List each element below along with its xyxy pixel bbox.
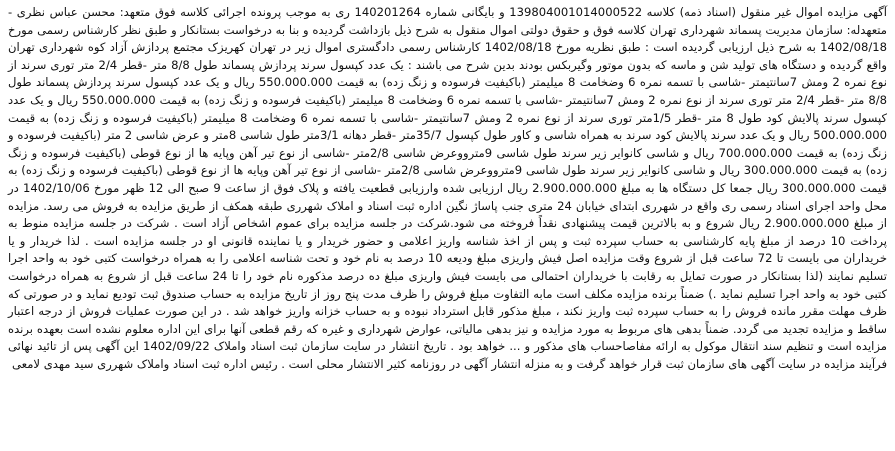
- auction-notice-text: آگهی مزایده اموال غیر منقول (اسناد ذمه) کلاسه 139804001014000522 و بایگانی شماره 140201264 ری به موجب پرونده اجرائی کلاسه فوق متعهد: محسن عباس نظری - متعهدله: سازمان مدیریت پسماند شهرداری تهران کلاسه فوق و حقوق دولتی اموال منقول به شرح ذیل بازداشت گردیده و بنا به درخواست بستانکار و طبق نظر کارشناس رسمی مورخ 1402/08/18 به شرح ذیل ارزیابی گردیده است : طبق نظریه مورخ 1402/08/18 کارشناس رسمی دادگستری اموال زیر در تهران کهریزک مجتمع پردازش آزاد کوه شهرداری تهران واقع گردیده و دستگاه های تولید شن و ماسه که بدون موتور وگیربکس بودند بدین شرح می باشند : یک عدد کپسول سرند پردازش پسماند طول 8/8 متر -قطر 2/4 متر توری سرند از نوع نمره 2 ومش 7سانتیمتر -شاسی با تسمه نمره 6 وضخامت 8 میلیمتر (باکیفیت فرسوده و زنگ زده) به قیمت 550.000.000 ریال و یک عدد کپسول سرند پردازش پسماند طول 8/8 متر -قطر 2/4 متر توری سرند از نوع نمره 2 ومش 7سانتیمتر -شاسی با تسمه نمره 6 وضخامت 8 میلیمتر (باکیفیت فرسوده و زنگ زده) به قیمت 550.000.000 ریال و یک عدد کپسول سرند پالایش کود طول 8 متر -قطر 1/5متر توری سرند از نوع نمره 2 ومش 7سانتیمتر -شاسی با تسمه نمره 6 وضخامت 8 میلیمتر (باکیفیت فرسوده و زنگ زده) به قیمت 500.000.000 ریال و یک عدد سرند پالایش کود سرند به همراه شاسی و کاور طول کپسول 35/7متر -قطر دهانه 3/1متر طول شاسی 8متر و عرض شاسی 2 متر (باکیفیت فرسوده و زنگ زده) به قیمت 700.000.000 ریال و شاسی کانوایر زیر سرند طول شاسی 9مترووعرض شاسی 2/8متر -شاسی از نوع تیر آهن وپایه ها از نوع قوطی (باکیفیت فرسوده و زنگ زده) به قیمت 300.000.000 ریال و شاسی کانوایر زیر سرند طول شاسی 9مترووعرض شاسی 2/8متر -شاسی از نوع تیر آهن وپایه ها از نوع قوطی (باکیفیت فرسوده و زنگ زده) به قیمت 300.000.000 ریال جمعا کل دستگاه ها به مبلغ 2.900.000.000 ریال ارزیابی شده وارزیابی قطعیت یافته و پلاک فوق از ساعت 9 صبح الی 12 ظهر مورخ 1402/10/06 در محل واحد اجرای اسناد رسمی ری واقع در شهرری ابتدای خیابان 24 متری جنب پاساژ نگین اداره ثبت اسناد و املاک شهرری طبقه همکف از طریق مزایده به فروش می رسد. مزایده از مبلغ 2.900.000.000 ریال شروع و به بالاترین قیمت پیشنهادی نقداً فروخته می شود.شرکت در جلسه مزایده برای عموم اشخاص آزاد است . شرکت در جلسه مزایده منوط به پرداخت 10 درصد از مبلغ پایه کارشناسی به حساب سپرده ثبت و پس از اخذ شناسه واریز اعلامی و حضور خریدار و یا نماینده قانونی او در جلسه مزایده است . لذا خریدار و یا خریداران می بایست تا 72 ساعت قبل از شروع وقت مزایده اصل فیش واریزی مبلغ ودیعه 10 درصد به نام خود و تحت شناسه اعلامی را به همراه درخواست کتبی خود به واحد اجرا تسلیم نمایند (لذا بستانکار در صورت تمایل به رقابت با خریداران احتمالی می بایست فیش واریزی مبلغ ده درصد مذکوره نام خود را تا 24 ساعت قبل از شروع به همراه درخواست کتبی خود به واحد اجرا تسلیم نماید .) ضمناً برنده مزایده مکلف است مابه التفاوت مبلغ فروش را ظرف مدت پنج روز از تاریخ مزایده به حساب صندوق ثبت تودیع نماید و در صورتی که ظرف مهلت مقرر مانده فروش را به حساب سپرده ثبت واریز نکند ، مبلغ مذکور قابل استرداد نبوده و به حساب خزانه واریز خواهد شد . در این صورت عملیات فروش از درجه اعتبار ساقط و مزایده تجدید می گردد. ضمناً بدهی های مربوط به مورد مزایده و نیز بدهی مالیاتی، عوارض شهرداری و غیره که رقم قطعی آنها برای این اداره معلوم نشده است بعهده برنده مزایده است و تنظیم سند انتقال موکول به ارائه مفاصاحساب های مذکور و ... خواهد بود . تاریخ انتشار در سایت سازمان ثبت اسناد واملاک 1402/09/22 این آگهی پس از تائید نهائی فرآیند مزایده در سایت آگهی های سازمان ثبت قرار خواهد گرفت و به منزله انتشار آگهی در روزنامه کثیر الانتشار محلی است . رئیس اداره ثبت اسناد واملاک شهرری سید مهدی لامعی: [8, 5, 888, 371]
